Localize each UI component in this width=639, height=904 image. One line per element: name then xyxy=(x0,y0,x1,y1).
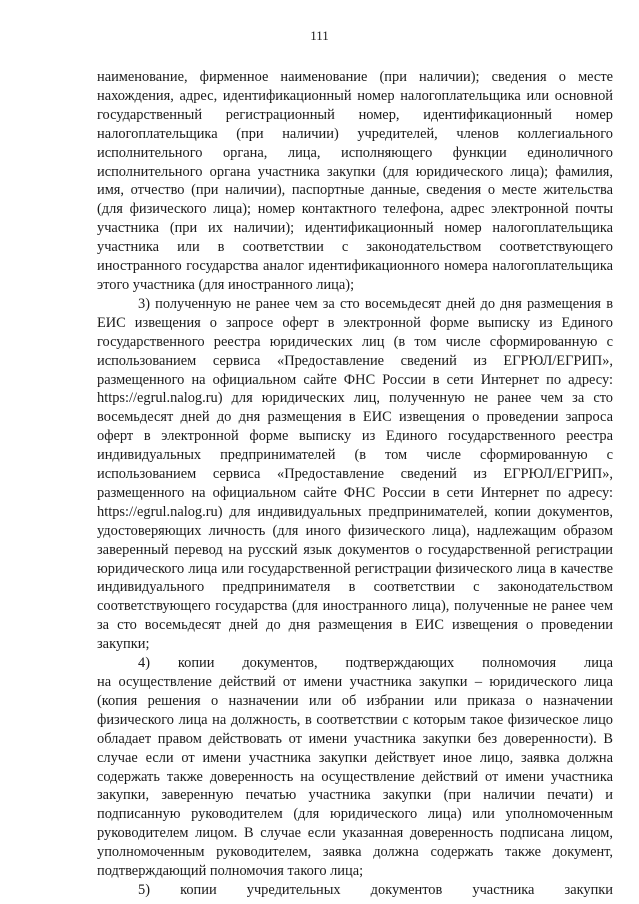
paragraph-item-3: 3) полученную не ранее чем за сто восемьдесят дней до дня размещения в ЕИС извещения о запросе оферт в электронной форме выписку из Единого государственного реестра юридических лиц (в том числе сформированную с использованием сервиса «Предоставление сведений из ЕГРЮЛ/ЕГРИП», размещенного на официальном сайте ФНС России в сети Интернет по адресу: https://egrul.nalog.ru) для юридических лиц, полученную не ранее чем за сто восемьдесят дней до дня размещения в ЕИС извещения о проведении запроса оферт в электронной форме выписку из Единого государственного реестра индивидуальных предпринимателей (в том числе сформированную с использованием сервиса «Предоставление сведений из ЕГРЮЛ/ЕГРИП», размещенного на официальном сайте ФНС России в сети Интернет по адресу: https://egrul.nalog.ru) для индивидуальных предпринимателей, копии документов, удостоверяющих личность (для иного физического лица), надлежащим образом заверенный перевод на русский язык документов о государственной регистрации юридического лица или государственной регистрации физического лица в качестве индивидуального предпринимателя в соответствии с законодательством соответствующего государства (для иностранного лица), полученные не ранее чем за сто восемьдесят дней до дня размещения в ЕИС извещения о проведении закупки; xyxy=(97,295,613,653)
paragraph-item-4-rest: на осуществление действий от имени участника закупки – юридического лица (копия решения о назначении или об избрании или приказа о назначении физического лица на должность, в соответствии с которым такое физическое лицо обладает правом действовать от имени участника закупки без доверенности). В случае если от имени участника закупки действует иное лицо, заявка должна содержать также доверенность на осуществление действий от имени участника закупки, заверенную печатью участника закупки (при наличии печати) и подписанную руководителем (для юридического лица) или уполномоченным руководителем лицом. В случае если указанная доверенность подписана лицом, уполномоченным руководителем, заявка должна содержать также документ, подтверждающий полномочия такого лица; xyxy=(97,674,613,880)
paragraph-item-4-first-line: 4) копии документов, подтверждающих полномочия лица xyxy=(138,655,613,672)
paragraph-item-5: 5) копии учредительных документов участника закупки xyxy=(138,881,613,898)
paragraph-continuation: наименование, фирменное наименование (при наличии); сведения о месте нахождения, адрес, идентификационный номер налогоплательщика или основной государственный регистрационный номер, идентификационный номер налогоплательщика (при наличии) учредителей, членов коллегиального исполнительного органа, лица, исполняющего функции единоличного исполнительного органа участника закупки (для юридического лица); фамилия, имя, отчество (при наличии), паспортные данные, сведения о месте жительства (для физического лица); номер контактного телефона, адрес электронной почты участника (при их наличии); идентификационный номер налогоплательщика участника или в соответствии с законодательством соответствующего иностранного государства аналог идентификационного номера налогоплательщика этого участника (для иностранного лица); xyxy=(97,69,613,293)
document-body xyxy=(97,68,613,900)
page-number: 111 xyxy=(310,28,329,43)
